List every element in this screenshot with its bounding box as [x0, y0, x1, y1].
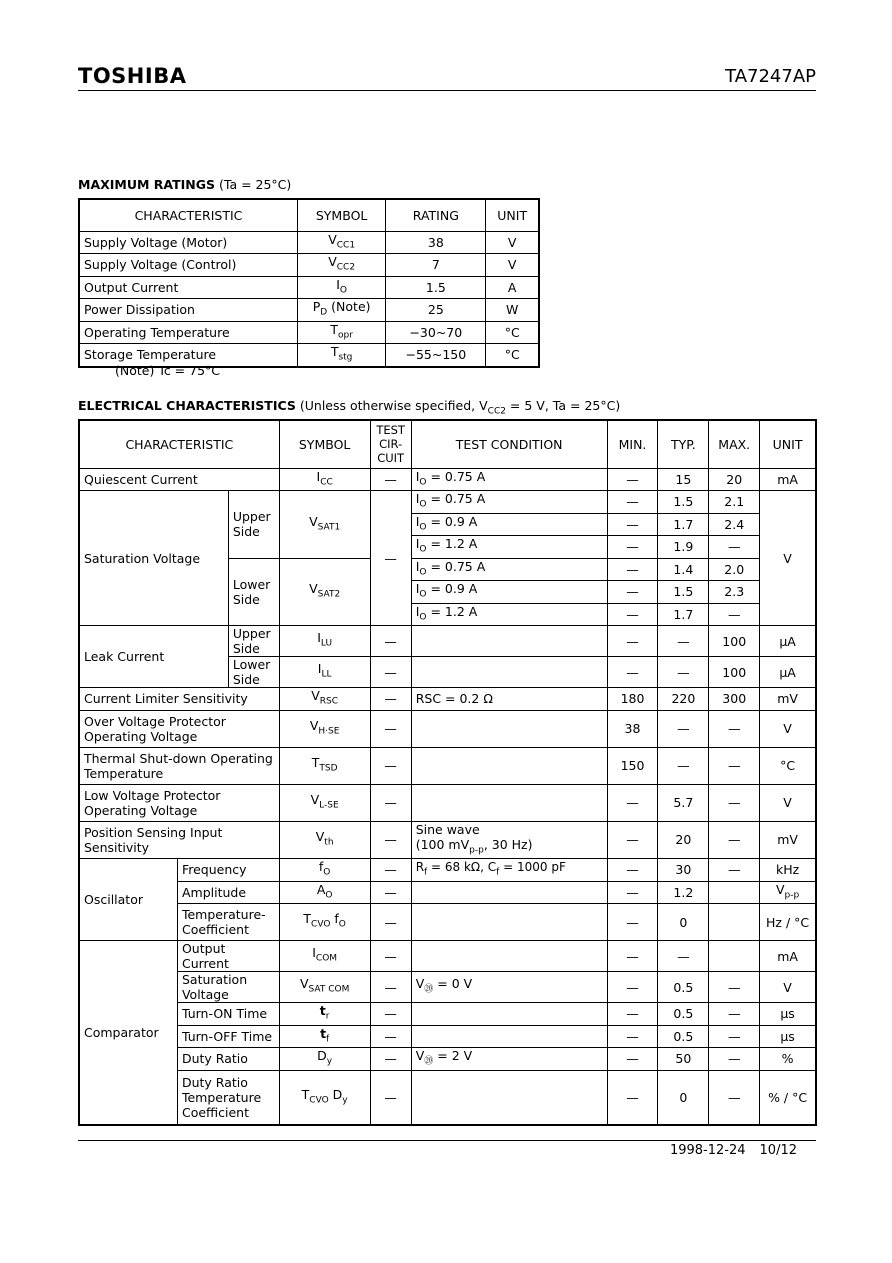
table-row: Output Current $I_O$ 1.5 A [79, 276, 539, 299]
footer-date: 1998-12-24 [669, 1143, 746, 1158]
table-row: Saturation Voltage Upper Side $V_{SAT1}$ — $I_O = 0.75$ A — 1.5 2.1 V [79, 491, 816, 514]
table-row: Turn-OFF Time $t_f$ — — 0.5 — μs [79, 1025, 816, 1048]
table-row: $I_O = 1.2$ A — 1.7 — [79, 603, 816, 626]
table-row: Temperature- Coefficient $T_{CVO}$ $f_O$ — — 0 Hz / °C [79, 904, 816, 941]
table-row: Operating Temperature $T_{opr}$ −30~70 °C [79, 321, 539, 344]
elec-title: ELECTRICAL CHARACTERISTICS (Unless otherwise specified, $V_{CC2} = 5$ V, Ta = 25°C) [78, 398, 621, 417]
footer-rule [78, 1140, 816, 1141]
table-row: $I_O = 1.2$ A — 1.9 — [79, 536, 816, 559]
table-row: Power Dissipation $P_D$ (Note) 25 W [79, 299, 539, 322]
table-row: Quiescent Current $I_{CC}$ — $I_O = 0.75$ A — 15 20 mA [79, 468, 816, 491]
table-row: Amplitude $A_O$ — — 1.2 $V_{p-p}$ [79, 881, 816, 904]
table-header: CHARACTERISTIC SYMBOL RATING UNIT [79, 199, 539, 231]
table-header: CHARACTERISTIC SYMBOL TEST CIR- CUIT TEST CONDITION MIN. TYP. MAX. UNIT [79, 420, 816, 468]
table-row: Duty Ratio $D_y$ — $V_⑳ = 2$ V — 50 — % [79, 1048, 816, 1071]
table-row: Supply Voltage (Motor) $V_{CC1}$ 38 V [79, 231, 539, 254]
table-row: Leak Current Upper Side $I_{LU}$ — — — 100 μA [79, 626, 816, 657]
table-row: Storage Temperature $T_{stg}$ −55~150 °C [79, 344, 539, 367]
table-row: Thermal Shut-down Operating Temperature $T_{TSD}$ — 150 — — °C [79, 747, 816, 784]
table-row: Saturation Voltage $V_{SAT COM}$ — $V_⑳ = 0$ V — 0.5 — V [79, 972, 816, 1003]
max-ratings-table [78, 198, 540, 368]
table-row: Current Limiter Sensitivity $V_{RSC}$ — RSC = 0.2 Ω 180 220 300 mV [79, 688, 816, 711]
table-row: Position Sensing Input Sensitivity $V_{th}$ — Sine wave (100 $mV_{p-p}$, 30 Hz) — 20 — mV [79, 821, 816, 859]
elec-table [78, 419, 817, 1126]
ratings-note: (Note) Tc = 75°C [115, 363, 221, 378]
footer-page: 10/12 [759, 1143, 797, 1158]
brand-logo: TOSHIBA [78, 64, 187, 88]
header-rule [78, 90, 816, 91]
part-number: TA7247AP [725, 66, 816, 87]
table-row: Turn-ON Time $t_r$ — — 0.5 — μs [79, 1003, 816, 1026]
table-row: Oscillator Frequency $f_O$ — $R_f = 68$ kΩ, $C_f = 1000$ pF — 30 — kHz [79, 859, 816, 882]
table-row: Comparator Output Current $I_{COM}$ — — — mA [79, 941, 816, 972]
table-row: Lower Side $V_{SAT2}$ $I_O = 0.75$ A — 1.4 2.0 [79, 558, 816, 581]
footer [670, 1143, 797, 1158]
table-row: Low Voltage Protector Operating Voltage $V_{L-SE}$ — — 5.7 — V [79, 784, 816, 821]
table-row: Lower Side $I_{LL}$ — — — 100 μA [79, 657, 816, 688]
table-row: Supply Voltage (Control) $V_{CC2}$ 7 V [79, 254, 539, 277]
table-row: $I_O = 0.9$ A — 1.7 2.4 [79, 513, 816, 536]
max-ratings-title: MAXIMUM RATINGS (Ta = 25°C) [78, 177, 292, 192]
table-row: Over Voltage Protector Operating Voltage $V_{H\cdot SE}$ — 38 — — V [79, 710, 816, 747]
table-row: $I_O = 0.9$ A — 1.5 2.3 [79, 581, 816, 604]
table-row: Duty Ratio Temperature Coefficient $T_{CVO}$ $D_y$ — — 0 — % / °C [79, 1070, 816, 1125]
